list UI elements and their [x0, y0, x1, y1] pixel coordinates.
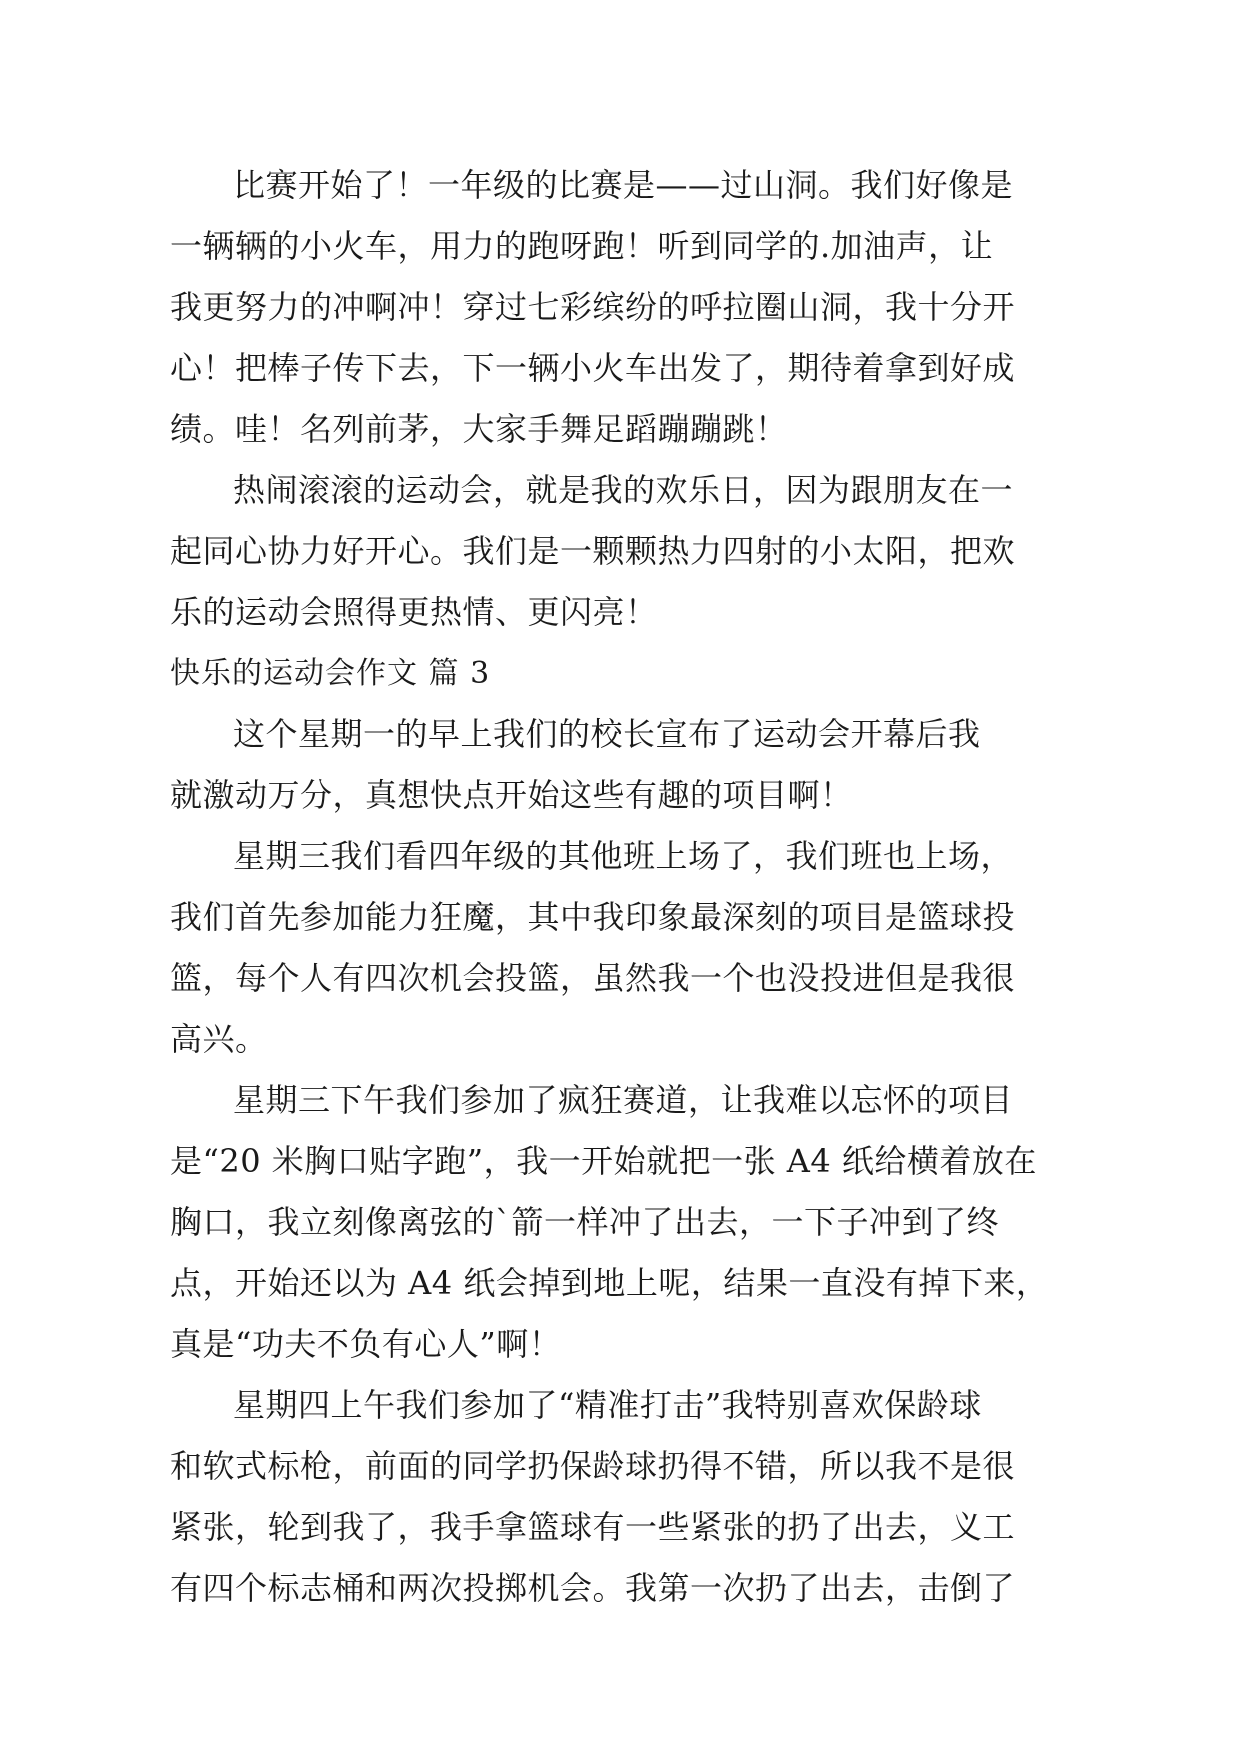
- paragraph-line: [0, 704, 1241, 765]
- line-text: 比赛开始了！一年级的比赛是——过山洞。我们好像是: [233, 166, 1014, 204]
- line-text: 乐的运动会照得更热情、更闪亮！: [170, 593, 658, 631]
- paragraph-line: [0, 1070, 1241, 1131]
- line-text: 是“20 米胸口贴字跑”，我一开始就把一张 A4 纸给横着放在: [170, 1142, 1037, 1180]
- paragraph-line: [0, 1314, 1241, 1375]
- line-text: 星期四上午我们参加了“精准打击”我特别喜欢保龄球: [233, 1386, 982, 1424]
- line-text: 这个星期一的早上我们的校长宣布了运动会开幕后我: [233, 715, 981, 753]
- paragraph-line: [0, 521, 1241, 582]
- line-text: 就激动万分，真想快点开始这些有趣的项目啊！: [170, 776, 853, 814]
- line-text: 和软式标枪，前面的同学扔保龄球扔得不错，所以我不是很: [170, 1447, 1016, 1485]
- line-text: 点，开始还以为 A4 纸会掉到地上呢，结果一直没有掉下来，: [170, 1264, 1049, 1302]
- line-text: 心！把棒子传下去，下一辆小火车出发了，期待着拿到好成: [170, 349, 1016, 387]
- line-text: 我更努力的冲啊冲！穿过七彩缤纷的呼拉圈山洞，我十分开: [170, 288, 1016, 326]
- paragraph-line: [0, 1558, 1241, 1619]
- paragraph-line: [0, 460, 1241, 521]
- paragraph-line: [0, 1192, 1241, 1253]
- paragraph-line: [0, 277, 1241, 338]
- paragraph-line: [0, 1497, 1241, 1558]
- paragraph-line: [0, 1253, 1241, 1314]
- paragraph-line: [0, 1375, 1241, 1436]
- heading-text: 快乐的运动会作文 篇 3: [170, 656, 491, 691]
- paragraph-line: [0, 887, 1241, 948]
- line-text: 我们首先参加能力狂魔，其中我印象最深刻的项目是篮球投: [170, 898, 1016, 936]
- line-text: 起同心协力好开心。我们是一颗颗热力四射的小太阳，把欢: [170, 532, 1016, 570]
- paragraph-line: [0, 338, 1241, 399]
- section-heading: [0, 643, 1241, 704]
- paragraph-line: [0, 399, 1241, 460]
- line-text: 星期三我们看四年级的其他班上场了，我们班也上场，: [233, 837, 1014, 875]
- paragraph-line: [0, 1009, 1241, 1070]
- paragraph-line: [0, 1131, 1241, 1192]
- line-text: 高兴。: [170, 1020, 268, 1058]
- paragraph-line: [0, 765, 1241, 826]
- line-text: 篮，每个人有四次机会投篮，虽然我一个也没投进但是我很: [170, 959, 1016, 997]
- paragraph-line: [0, 948, 1241, 1009]
- line-text: 有四个标志桶和两次投掷机会。我第一次扔了出去，击倒了: [170, 1569, 1016, 1607]
- line-text: 紧张，轮到我了，我手拿篮球有一些紧张的扔了出去，义工: [170, 1508, 1016, 1546]
- paragraph-line: [0, 582, 1241, 643]
- line-text: 星期三下午我们参加了疯狂赛道，让我难以忘怀的项目: [233, 1081, 1014, 1119]
- line-text: 胸口，我立刻像离弦的`箭一样冲了出去，一下子冲到了终: [170, 1203, 1000, 1241]
- line-text: 热闹滚滚的运动会，就是我的欢乐日，因为跟朋友在一: [233, 471, 1014, 509]
- line-text: 一辆辆的小火车，用力的跑呀跑！听到同学的.加油声，让: [170, 227, 994, 265]
- paragraph-line: [0, 1436, 1241, 1497]
- paragraph-line: [0, 155, 1241, 216]
- paragraph-line: [0, 826, 1241, 887]
- line-text: 绩。哇！名列前茅，大家手舞足蹈蹦蹦跳！: [170, 410, 788, 448]
- line-text: 真是“功夫不负有心人”啊！: [170, 1325, 562, 1363]
- paragraph-line: [0, 216, 1241, 277]
